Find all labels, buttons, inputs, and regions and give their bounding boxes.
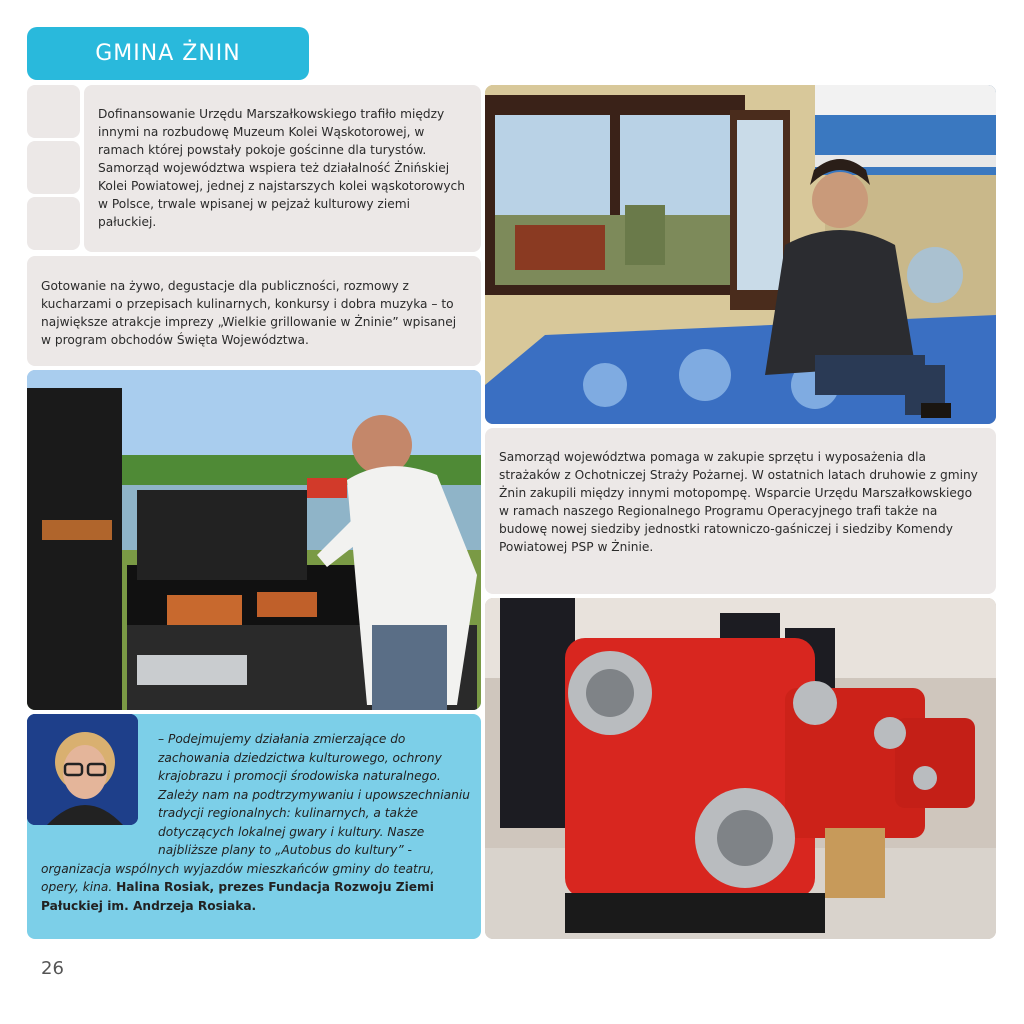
grill-event-text-panel [27, 256, 481, 366]
grill-event-text: Gotowanie na żywo, degustacje dla publiczności, rozmowy z kucharzami o przepisach kulinarnych, konkursy i dobra muzyka – to największe atrakcje imprezy „Wielkie grillowanie w Żninie” wpisanej w program obchodów Święta Województwa. [41, 279, 457, 347]
quote-author: Halina Rosiak, prezes Fundacja Rozwoju Ziemi Pałuckiej im. Andrzeja Rosiaka. [41, 880, 434, 913]
page-number: 26 [41, 958, 64, 979]
page-title-banner [27, 27, 309, 80]
page-title: GMINA ŻNIN [95, 41, 241, 66]
side-tab [27, 141, 80, 194]
grill-chef-photo [27, 370, 481, 710]
side-tab [27, 85, 80, 138]
guest-room-photo [485, 85, 996, 424]
side-tab [27, 197, 80, 250]
quote-text-block [41, 730, 471, 915]
quote-text: – Podejmujemy działania zmierzające do zachowania dziedzictwa kulturowego, ochrony krajobrazu i promocji środowiska naturalnego. Zależy nam na podtrzymywaniu i upowszechnianiu tradycji regionalnych: kulinarnych, a także dotyczących lokalnej gwary i kultury. Nasze najbliższe plany to „Autobus do kultury” - organizacja wspólnych wyjazdów mieszkańców gminy do teatru, opery, kina. [41, 732, 470, 894]
museum-text: Dofinansowanie Urzędu Marszałkowskiego trafiło między innymi na rozbudowę Muzeum Kolei Wąskotorowej, w ramach której powstały pokoje gościnne dla turystów. Samorząd województwa wspiera też działalność Żnińskiej Kolei Powiatowej, jednej z najstarszych kolei wąskotorowych w Polsce, trwale wpisanej w pejzaż kulturowy ziemi pałuckiej. [98, 107, 465, 229]
firefighters-text: Samorząd województwa pomaga w zakupie sprzętu i wyposażenia dla strażaków z Ochotniczej Straży Pożarnej. W ostatnich latach druhowie z gminy Żnin zakupili między innymi motopompę. Wsparcie Urzędu Marszałkowskiego w ramach naszego Regionalnego Programu Operacyjnego trafi także na budowę nowej siedziby jednostki ratowniczo-gaśniczej i siedziby Komendy Powiatowej PSP w Żninie. [499, 450, 978, 554]
museum-text-panel [84, 85, 481, 252]
firefighters-text-panel [485, 428, 996, 594]
fire-pumps-photo [485, 598, 996, 939]
